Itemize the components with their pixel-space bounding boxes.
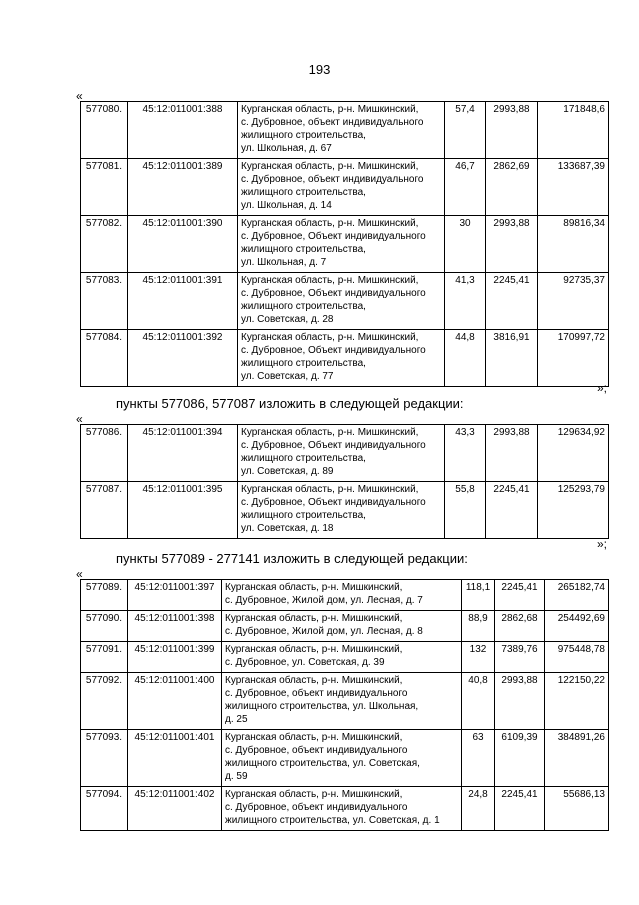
- address-cell: Курганская область, р-н. Мишкинский, с. Дубровное, ул. Советская, д. 39: [222, 642, 462, 673]
- row-number-cell: 577093.: [81, 730, 128, 787]
- row-number-cell: 577087.: [81, 482, 128, 539]
- area-cell: 24,8: [462, 787, 495, 831]
- rate-cell: 2993,88: [495, 673, 545, 730]
- area-cell: 88,9: [462, 611, 495, 642]
- opening-quote: «: [76, 89, 83, 103]
- table-row: [81, 273, 609, 330]
- total-value-cell: 125293,79: [538, 482, 609, 539]
- total-value-cell: 384891,26: [545, 730, 609, 787]
- closing-quote: »;: [597, 381, 608, 395]
- rate-cell: 3816,91: [486, 330, 538, 387]
- row-number-cell: 577081.: [81, 159, 128, 216]
- table-row: [81, 730, 609, 787]
- table-row: [81, 102, 609, 159]
- address-cell: Курганская область, р-н. Мишкинский, с. Дубровное, Объект индивидуального жилищного строительства, ул. Советская, д. 89: [238, 425, 445, 482]
- total-value-cell: 254492,69: [545, 611, 609, 642]
- cadastral-number-cell: 45:12:011001:391: [128, 273, 238, 330]
- address-cell: Курганская область, р-н. Мишкинский, с. Дубровное, объект индивидуального жилищного строительства, ул. Школьная, д. 25: [222, 673, 462, 730]
- table-row: [81, 159, 609, 216]
- table-row: [81, 611, 609, 642]
- property-table-3: [80, 579, 609, 831]
- address-cell: Курганская область, р-н. Мишкинский, с. Дубровное, объект индивидуального жилищного строительства, ул. Школьная, д. 67: [238, 102, 445, 159]
- cadastral-number-cell: 45:12:011001:401: [128, 730, 222, 787]
- area-cell: 46,7: [445, 159, 486, 216]
- row-number-cell: 577091.: [81, 642, 128, 673]
- area-cell: 55,8: [445, 482, 486, 539]
- rate-cell: 2245,41: [486, 482, 538, 539]
- rate-cell: 2862,68: [495, 611, 545, 642]
- total-value-cell: 265182,74: [545, 580, 609, 611]
- table-row: [81, 330, 609, 387]
- cadastral-number-cell: 45:12:011001:390: [128, 216, 238, 273]
- area-cell: 57,4: [445, 102, 486, 159]
- area-cell: 63: [462, 730, 495, 787]
- row-number-cell: 577092.: [81, 673, 128, 730]
- table-row: [81, 787, 609, 831]
- opening-quote: «: [76, 412, 83, 426]
- row-number-cell: 577083.: [81, 273, 128, 330]
- cadastral-number-cell: 45:12:011001:400: [128, 673, 222, 730]
- total-value-cell: 55686,13: [545, 787, 609, 831]
- table-row: [81, 580, 609, 611]
- total-value-cell: 171848,6: [538, 102, 609, 159]
- rate-cell: 7389,76: [495, 642, 545, 673]
- table-row: [81, 482, 609, 539]
- area-cell: 41,3: [445, 273, 486, 330]
- address-cell: Курганская область, р-н. Мишкинский, с. Дубровное, объект индивидуального жилищного строительства, ул. Советская, д. 1: [222, 787, 462, 831]
- cadastral-number-cell: 45:12:011001:392: [128, 330, 238, 387]
- rate-cell: 2993,88: [486, 102, 538, 159]
- total-value-cell: 92735,37: [538, 273, 609, 330]
- table-row: [81, 216, 609, 273]
- rate-cell: 2993,88: [486, 216, 538, 273]
- row-number-cell: 577080.: [81, 102, 128, 159]
- address-cell: Курганская область, р-н. Мишкинский, с. Дубровное, Объект индивидуального жилищного строительства, ул. Советская, д. 18: [238, 482, 445, 539]
- row-number-cell: 577082.: [81, 216, 128, 273]
- property-table-1: [80, 101, 609, 387]
- area-cell: 40,8: [462, 673, 495, 730]
- property-table-2: [80, 424, 609, 539]
- area-cell: 44,8: [445, 330, 486, 387]
- instruction-text: пункты 577089 - 277141 изложить в следующей редакции:: [116, 551, 468, 566]
- cadastral-number-cell: 45:12:011001:399: [128, 642, 222, 673]
- address-cell: Курганская область, р-н. Мишкинский, с. Дубровное, Объект индивидуального жилищного строительства, ул. Советская, д. 77: [238, 330, 445, 387]
- row-number-cell: 577086.: [81, 425, 128, 482]
- address-cell: Курганская область, р-н. Мишкинский, с. Дубровное, объект индивидуального жилищного строительства, ул. Советская, д. 59: [222, 730, 462, 787]
- cadastral-number-cell: 45:12:011001:402: [128, 787, 222, 831]
- address-cell: Курганская область, р-н. Мишкинский, с. Дубровное, Жилой дом, ул. Лесная, д. 7: [222, 580, 462, 611]
- rate-cell: 6109,39: [495, 730, 545, 787]
- closing-quote: »;: [597, 537, 608, 551]
- address-cell: Курганская область, р-н. Мишкинский, с. Дубровное, Жилой дом, ул. Лесная, д. 8: [222, 611, 462, 642]
- total-value-cell: 89816,34: [538, 216, 609, 273]
- address-cell: Курганская область, р-н. Мишкинский, с. Дубровное, Объект индивидуального жилищного строительства, ул. Школьная, д. 7: [238, 216, 445, 273]
- instruction-text: пункты 577086, 577087 изложить в следующей редакции:: [116, 396, 464, 411]
- address-cell: Курганская область, р-н. Мишкинский, с. Дубровное, Объект индивидуального жилищного строительства, ул. Советская, д. 28: [238, 273, 445, 330]
- area-cell: 118,1: [462, 580, 495, 611]
- rate-cell: 2993,88: [486, 425, 538, 482]
- cadastral-number-cell: 45:12:011001:388: [128, 102, 238, 159]
- row-number-cell: 577094.: [81, 787, 128, 831]
- total-value-cell: 129634,92: [538, 425, 609, 482]
- cadastral-number-cell: 45:12:011001:389: [128, 159, 238, 216]
- area-cell: 30: [445, 216, 486, 273]
- total-value-cell: 975448,78: [545, 642, 609, 673]
- cadastral-number-cell: 45:12:011001:395: [128, 482, 238, 539]
- row-number-cell: 577084.: [81, 330, 128, 387]
- cadastral-number-cell: 45:12:011001:398: [128, 611, 222, 642]
- table-row: [81, 425, 609, 482]
- area-cell: 132: [462, 642, 495, 673]
- total-value-cell: 122150,22: [545, 673, 609, 730]
- cadastral-number-cell: 45:12:011001:394: [128, 425, 238, 482]
- cadastral-number-cell: 45:12:011001:397: [128, 580, 222, 611]
- opening-quote: «: [76, 567, 83, 581]
- address-cell: Курганская область, р-н. Мишкинский, с. Дубровное, объект индивидуального жилищного строительства, ул. Школьная, д. 14: [238, 159, 445, 216]
- rate-cell: 2245,41: [495, 787, 545, 831]
- rate-cell: 2862,69: [486, 159, 538, 216]
- table-row: [81, 642, 609, 673]
- total-value-cell: 133687,39: [538, 159, 609, 216]
- row-number-cell: 577089.: [81, 580, 128, 611]
- page-number: 193: [308, 62, 331, 77]
- rate-cell: 2245,41: [495, 580, 545, 611]
- table-row: [81, 673, 609, 730]
- total-value-cell: 170997,72: [538, 330, 609, 387]
- row-number-cell: 577090.: [81, 611, 128, 642]
- rate-cell: 2245,41: [486, 273, 538, 330]
- area-cell: 43,3: [445, 425, 486, 482]
